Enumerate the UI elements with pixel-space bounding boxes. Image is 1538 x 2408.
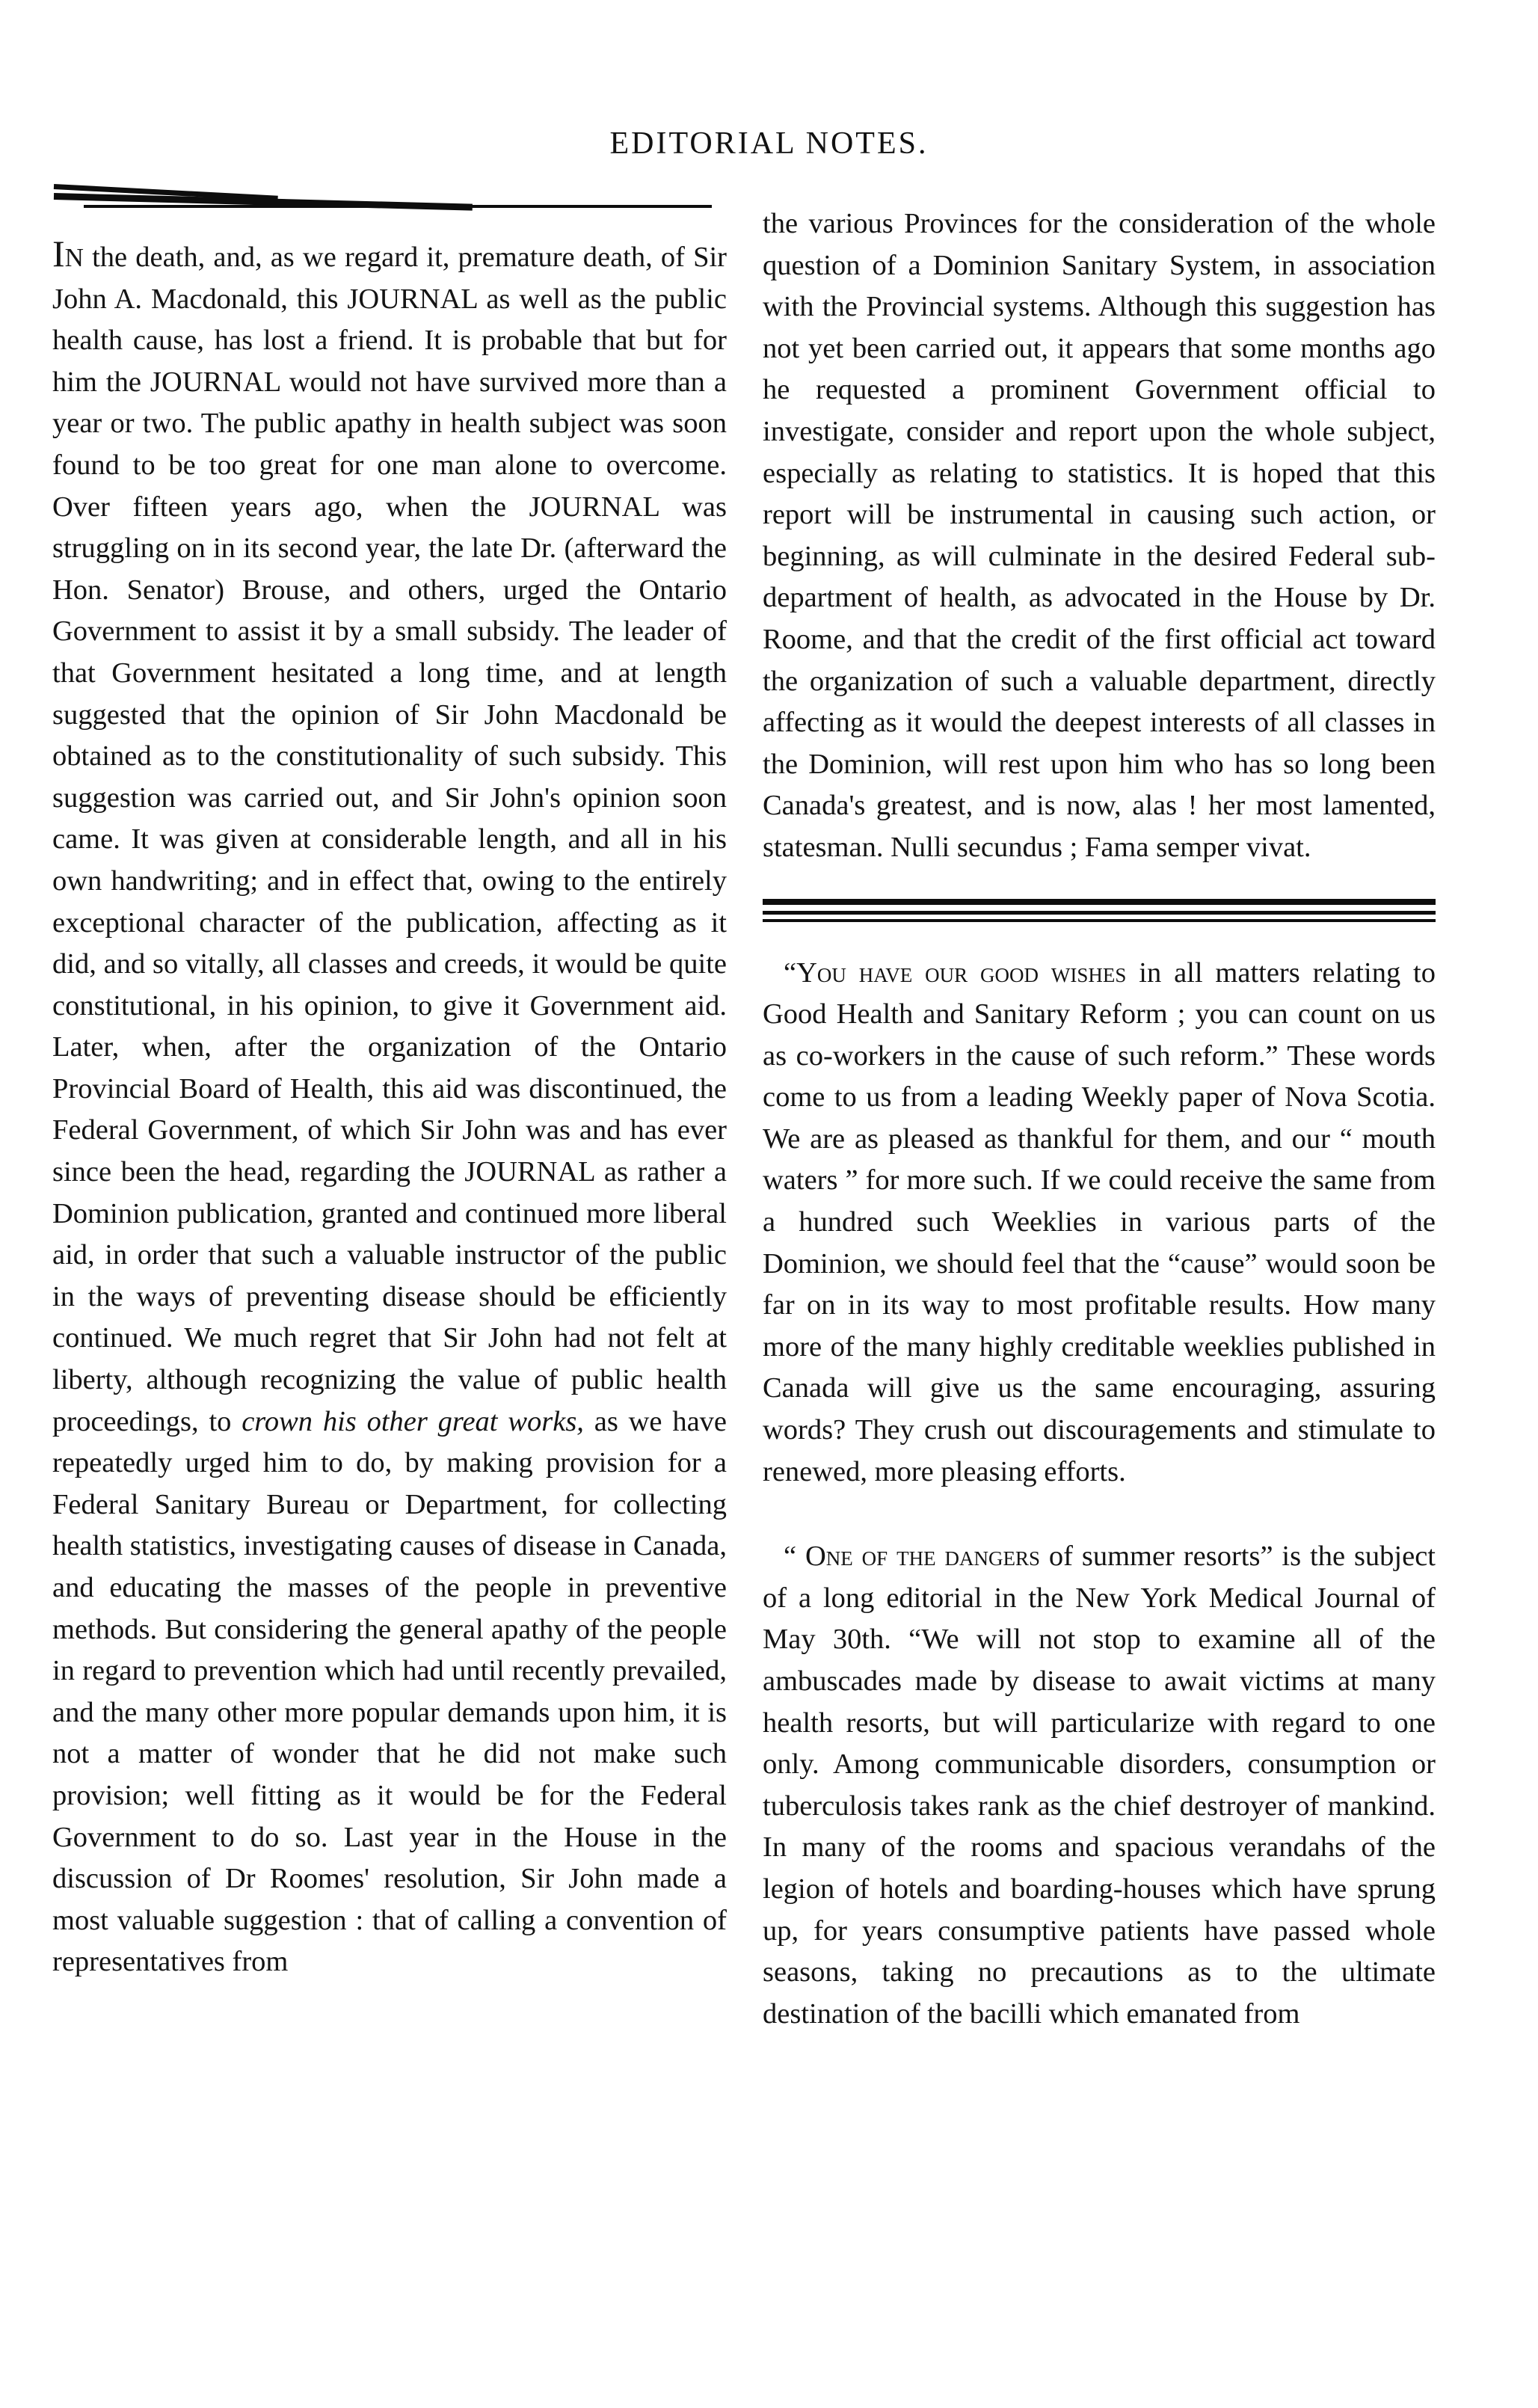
italic-phrase: crown his other great works, [242, 1405, 584, 1437]
page-title: EDITORIAL NOTES. [609, 126, 929, 161]
paragraph-text: of summer resorts” is the subject of a long editorial in the New York Medical Journal of May 30th. “We will not stop to examine all of the ambuscades made by disease to await victims at many health resorts, but will particularize with regard to one only. Among communicable disorders, consumption or tuberculosis takes rank as the chief destroyer of mankind. In many of the rooms and spacious verandahs of the legion of hotels and boarding-houses which have sprung up, for years consumptive patients have passed whole seasons, taking no precautions as to the ultimate destination of the bacilli which emanated from [763, 1541, 1436, 2030]
paragraph-lead: “ One of the dangers [784, 1541, 1040, 1573]
summer-resorts-paragraph [763, 1536, 1436, 2035]
left-ornamental-rule [54, 179, 712, 224]
editorial-paragraph [52, 233, 727, 1983]
weekly-paper-paragraph [763, 953, 1436, 1493]
section-divider [763, 869, 1436, 953]
paragraph-text-continued: as we have repeatedly urged him to do, by making provision for a Federal Sanitary Bureau or Department, for collecting health statistics, investigating causes of disease in Canada, and educating the masses of the people in preventive methods. But considering the general apathy of the people in regard to prevention which had until recently prevailed, and the many other more popular demands upon him, it is not a matter of wonder that he did not make such provision; well fitting as it would be for the Federal Government to do so. Last year in the House in the discussion of Dr Roomes' resolution, Sir John made a most valuable suggestion : that of calling a convention of representatives from [52, 1405, 728, 1978]
right-column [763, 203, 1436, 2035]
paragraph-text: the death, and, as we regard it, premature death, of Sir John A. Macdonald, this JOURNAL as well as the public health cause, has lost a friend. It is probable that but for him the JOURNAL would not have survived more than a year or two. The public apathy in health subject was soon found to be too great for one man alone to overcome. Over fifteen years ago, when the JOURNAL was struggling on in its second year, the late Dr. (afterward the Hon. Senator) Brouse, and others, urged the Ontario Government to assist it by a small subsidy. The leader of that Government hesitated a long time, and at length suggested that the opinion of Sir John Macdonald be obtained as to the constitutionality of such subsidy. This suggestion was carried out, and Sir John's opinion soon came. It was given at considerable length, and all in his own handwriting; and in effect that, owing to the entirely exceptional character of the publication, affecting as it did, and so vitally, all classes and creeds, it would be quite constitutional, in his opinion, to give it Government aid. Later, when, after the organization of the Ontario Provincial Board of Health, this aid was discontinued, the Federal Government, of which Sir John was and has ever since been the head, regarding the JOURNAL as rather a Dominion publication, granted and continued more liberal aid, in order that such a valuable instructor of the public in the ways of preventing disease should be efficiently continued. We much regret that Sir John had not felt at liberty, although recognizing the value of public health proceedings, to [52, 242, 728, 1437]
paragraph-gap [763, 1493, 1436, 1536]
paragraph-text: in all matters relating to Good Health and Sanitary Reform ; you can count on us as co-workers in the cause of such reform.” These words come to us from a leading Weekly paper of Nova Scotia. We are as pleased as thankful for them, and our “ mouth waters ” for more such. If we could receive the same from a hundred such Weeklies in various parts of the Dominion, we should feel that the “cause” would soon be far on in its way to most profitable results. How many more of the many highly creditable weeklies published in Canada will give us the same encouraging, assuring words? They crush out discouragements and stimulate to renewed, more pleasing efforts. [763, 956, 1436, 1487]
editorial-paragraph-continued: the various Provinces for the consideration of the whole question of a Dominion Sanitary System, in association with the Provincial systems. Although this suggestion has not yet been carried out, it appears that some months ago he requested a prominent Government official to investigate, consider and report upon the whole subject, especially as relating to statistics. It is hoped that this report will be instrumental in causing such action, or beginning, as will culminate in the desired Federal sub-department of health, as advocated in the House by Dr. Roome, and that the credit of the first official act toward the organization of such a valuable department, directly affecting as it would the deepest interests of all classes in the Dominion, will rest upon him who has so long been Canada's greatest, and is now, alas ! her most lamented, statesman. Nulli secundus ; Fama semper vivat. [763, 208, 1436, 863]
paragraph-lead: “You have our good wishes [784, 956, 1127, 989]
left-column [52, 233, 727, 1983]
paragraph-lead: In [52, 233, 84, 274]
